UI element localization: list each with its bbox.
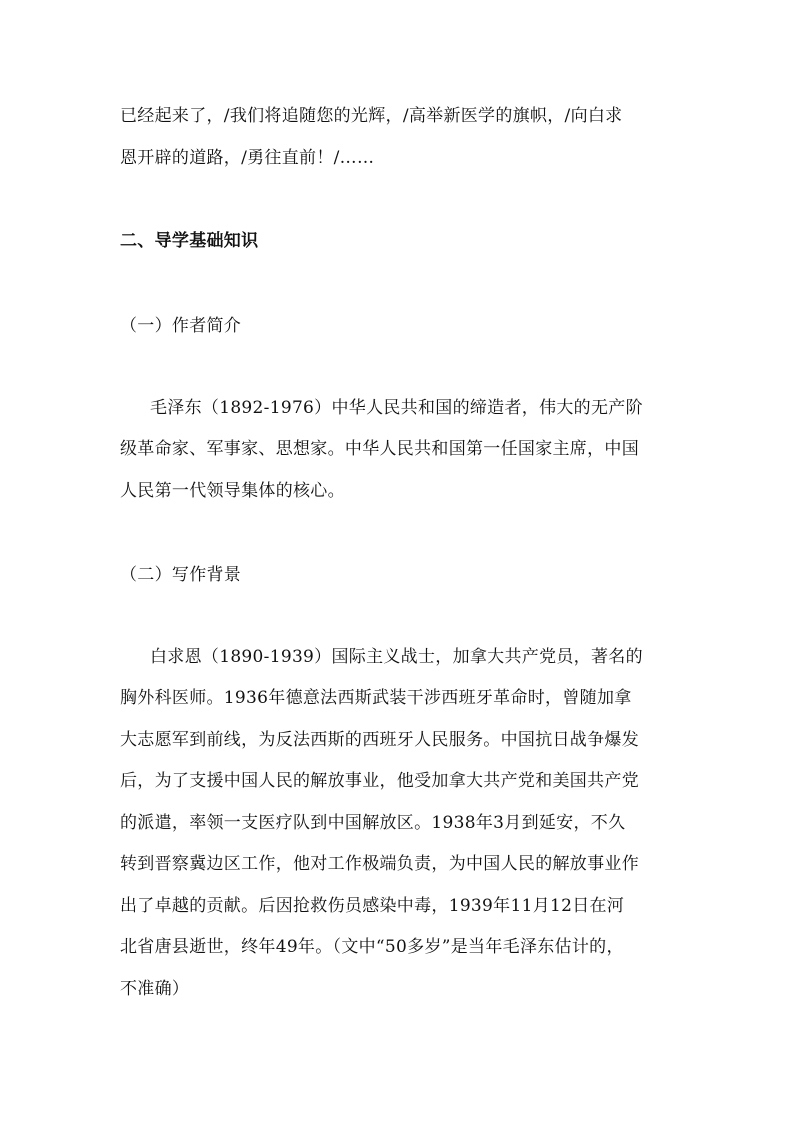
poem-line-2: 恩开辟的道路，/勇往直前！/……	[120, 148, 375, 168]
background-line-2: 胸外科医师。1936年德意法西斯武装干涉西班牙革命时，曾随加拿	[120, 688, 632, 708]
author-line-1: 毛泽东（1892-1976）中华人民共和国的缔造者，伟大的无产阶	[150, 398, 643, 418]
poem-line-1: 已经起来了，/我们将追随您的光辉，/高举新医学的旗帜，/向白求	[120, 106, 623, 126]
background-line-7: 出了卓越的贡献。后因抢救伤员感染中毒，1939年11月12日在河	[120, 896, 625, 916]
background-line-1: 白求恩（1890-1939）国际主义战士，加拿大共产党员，著名的	[150, 647, 643, 667]
author-line-3: 人民第一代领导集体的核心。	[120, 481, 345, 501]
background-line-3: 大志愿军到前线，为反法西斯的西班牙人民服务。中国抗日战争爆发	[120, 730, 639, 750]
section-heading: 二、导学基础知识	[120, 231, 259, 251]
background-line-6: 转到晋察冀边区工作，他对工作极端负责，为中国人民的解放事业作	[120, 854, 639, 874]
author-line-2: 级革命家、军事家、思想家。中华人民共和国第一任国家主席，中国	[120, 439, 639, 459]
background-line-5: 的派遣，率领一支医疗队到中国解放区。1938年3月到延安，不久	[120, 813, 626, 833]
author-heading: （一）作者简介	[120, 316, 242, 336]
background-line-4: 后，为了支援中国人民的解放事业，他受加拿大共产党和美国共产党	[120, 771, 639, 791]
background-heading: （二）写作背景	[120, 565, 242, 585]
background-line-9: 不准确）	[120, 979, 190, 999]
background-line-8: 北省唐县逝世，终年49年。（文中“50多岁”是当年毛泽东估计的，	[120, 937, 624, 957]
